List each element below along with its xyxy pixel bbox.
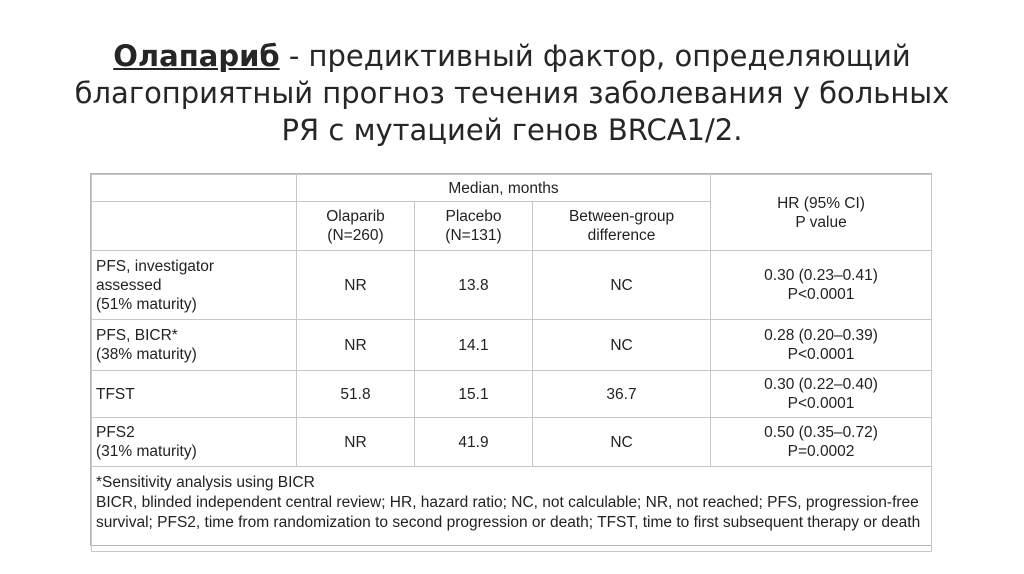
cell-placebo: 13.8 (415, 251, 533, 320)
cell-placebo: 15.1 (415, 371, 533, 418)
column-header-olaparib (297, 202, 415, 251)
cell-hr (711, 418, 932, 467)
title-text: - предиктивный фактор, определяющий благоприятный прогноз течения заболевания у больных РЯ с мутацией генов BRCA1/2. (74, 39, 950, 147)
column-header-placebo (415, 202, 533, 251)
slide-title (60, 38, 964, 149)
row-label (92, 320, 297, 371)
cell-hr (711, 320, 932, 371)
row-label-line: (31% maturity) (96, 443, 197, 460)
cell-placebo: 14.1 (415, 320, 533, 371)
cell-olaparib: NR (297, 251, 415, 320)
row-label-line: PFS, BICR* (96, 327, 178, 344)
row-label-line: TFST (96, 385, 135, 403)
column-header-placebo-name: Placebo (445, 208, 502, 225)
header-row-group (92, 175, 932, 202)
cell-difference: 36.7 (533, 371, 711, 418)
cell-olaparib: NR (297, 418, 415, 467)
header-corner-cell-2 (92, 202, 297, 251)
cell-hr-value: 0.50 (0.35–0.72) (764, 424, 878, 441)
cell-hr-value: 0.30 (0.22–0.40) (764, 376, 878, 393)
results-table (91, 174, 932, 552)
row-label-line: PFS, investigator (96, 257, 215, 275)
results-table-container (90, 173, 932, 546)
footnote-cell (92, 467, 932, 552)
table-row (92, 418, 932, 467)
header-corner-cell (92, 175, 297, 202)
hr-header-line1: HR (95% CI) (777, 194, 865, 212)
cell-olaparib: NR (297, 320, 415, 371)
column-header-olaparib-n: (N=260) (327, 227, 384, 244)
cell-hr-value: 0.28 (0.20–0.39) (764, 327, 878, 344)
row-label (92, 418, 297, 467)
table-row (92, 251, 932, 320)
cell-hr (711, 251, 932, 320)
hr-header-line2: P value (795, 213, 847, 231)
table-row (92, 320, 932, 371)
title-drug-name: Олапариб (113, 39, 280, 73)
group-header-median: Median, months (297, 175, 711, 202)
cell-p-value: P=0.0002 (787, 443, 855, 460)
row-label-line: PFS2 (96, 424, 135, 441)
row-label (92, 251, 297, 320)
row-label-line: assessed (96, 276, 162, 294)
column-header-difference-line2: difference (587, 227, 656, 244)
column-header-olaparib-name: Olaparib (326, 208, 385, 225)
cell-olaparib: 51.8 (297, 371, 415, 418)
cell-hr-value: 0.30 (0.23–0.41) (764, 267, 878, 284)
hr-header-cell (711, 175, 932, 251)
footnote-sensitivity: *Sensitivity analysis using BICR (96, 474, 315, 491)
cell-placebo: 41.9 (415, 418, 533, 467)
row-label (92, 371, 297, 418)
column-header-difference (533, 202, 711, 251)
cell-difference: NC (533, 418, 711, 467)
cell-difference: NC (533, 251, 711, 320)
cell-p-value: P<0.0001 (787, 346, 855, 363)
cell-p-value: P<0.0001 (787, 286, 855, 303)
cell-hr (711, 371, 932, 418)
column-header-difference-line1: Between-group (568, 208, 675, 225)
cell-p-value: P<0.0001 (787, 395, 855, 412)
footnote-abbreviations: BICR, blinded independent central review; HR, hazard ratio; NC, not calculable; NR, not reached; PFS, progression-free survival; PFS2, time from randomization to second progression or death; TFST, time to first subsequent therapy or death (96, 494, 921, 531)
footnote-row (92, 467, 932, 552)
column-header-placebo-n: (N=131) (445, 227, 502, 244)
row-label-line: (38% maturity) (96, 346, 197, 363)
table-row (92, 371, 932, 418)
row-label-line: (51% maturity) (96, 295, 197, 313)
cell-difference: NC (533, 320, 711, 371)
